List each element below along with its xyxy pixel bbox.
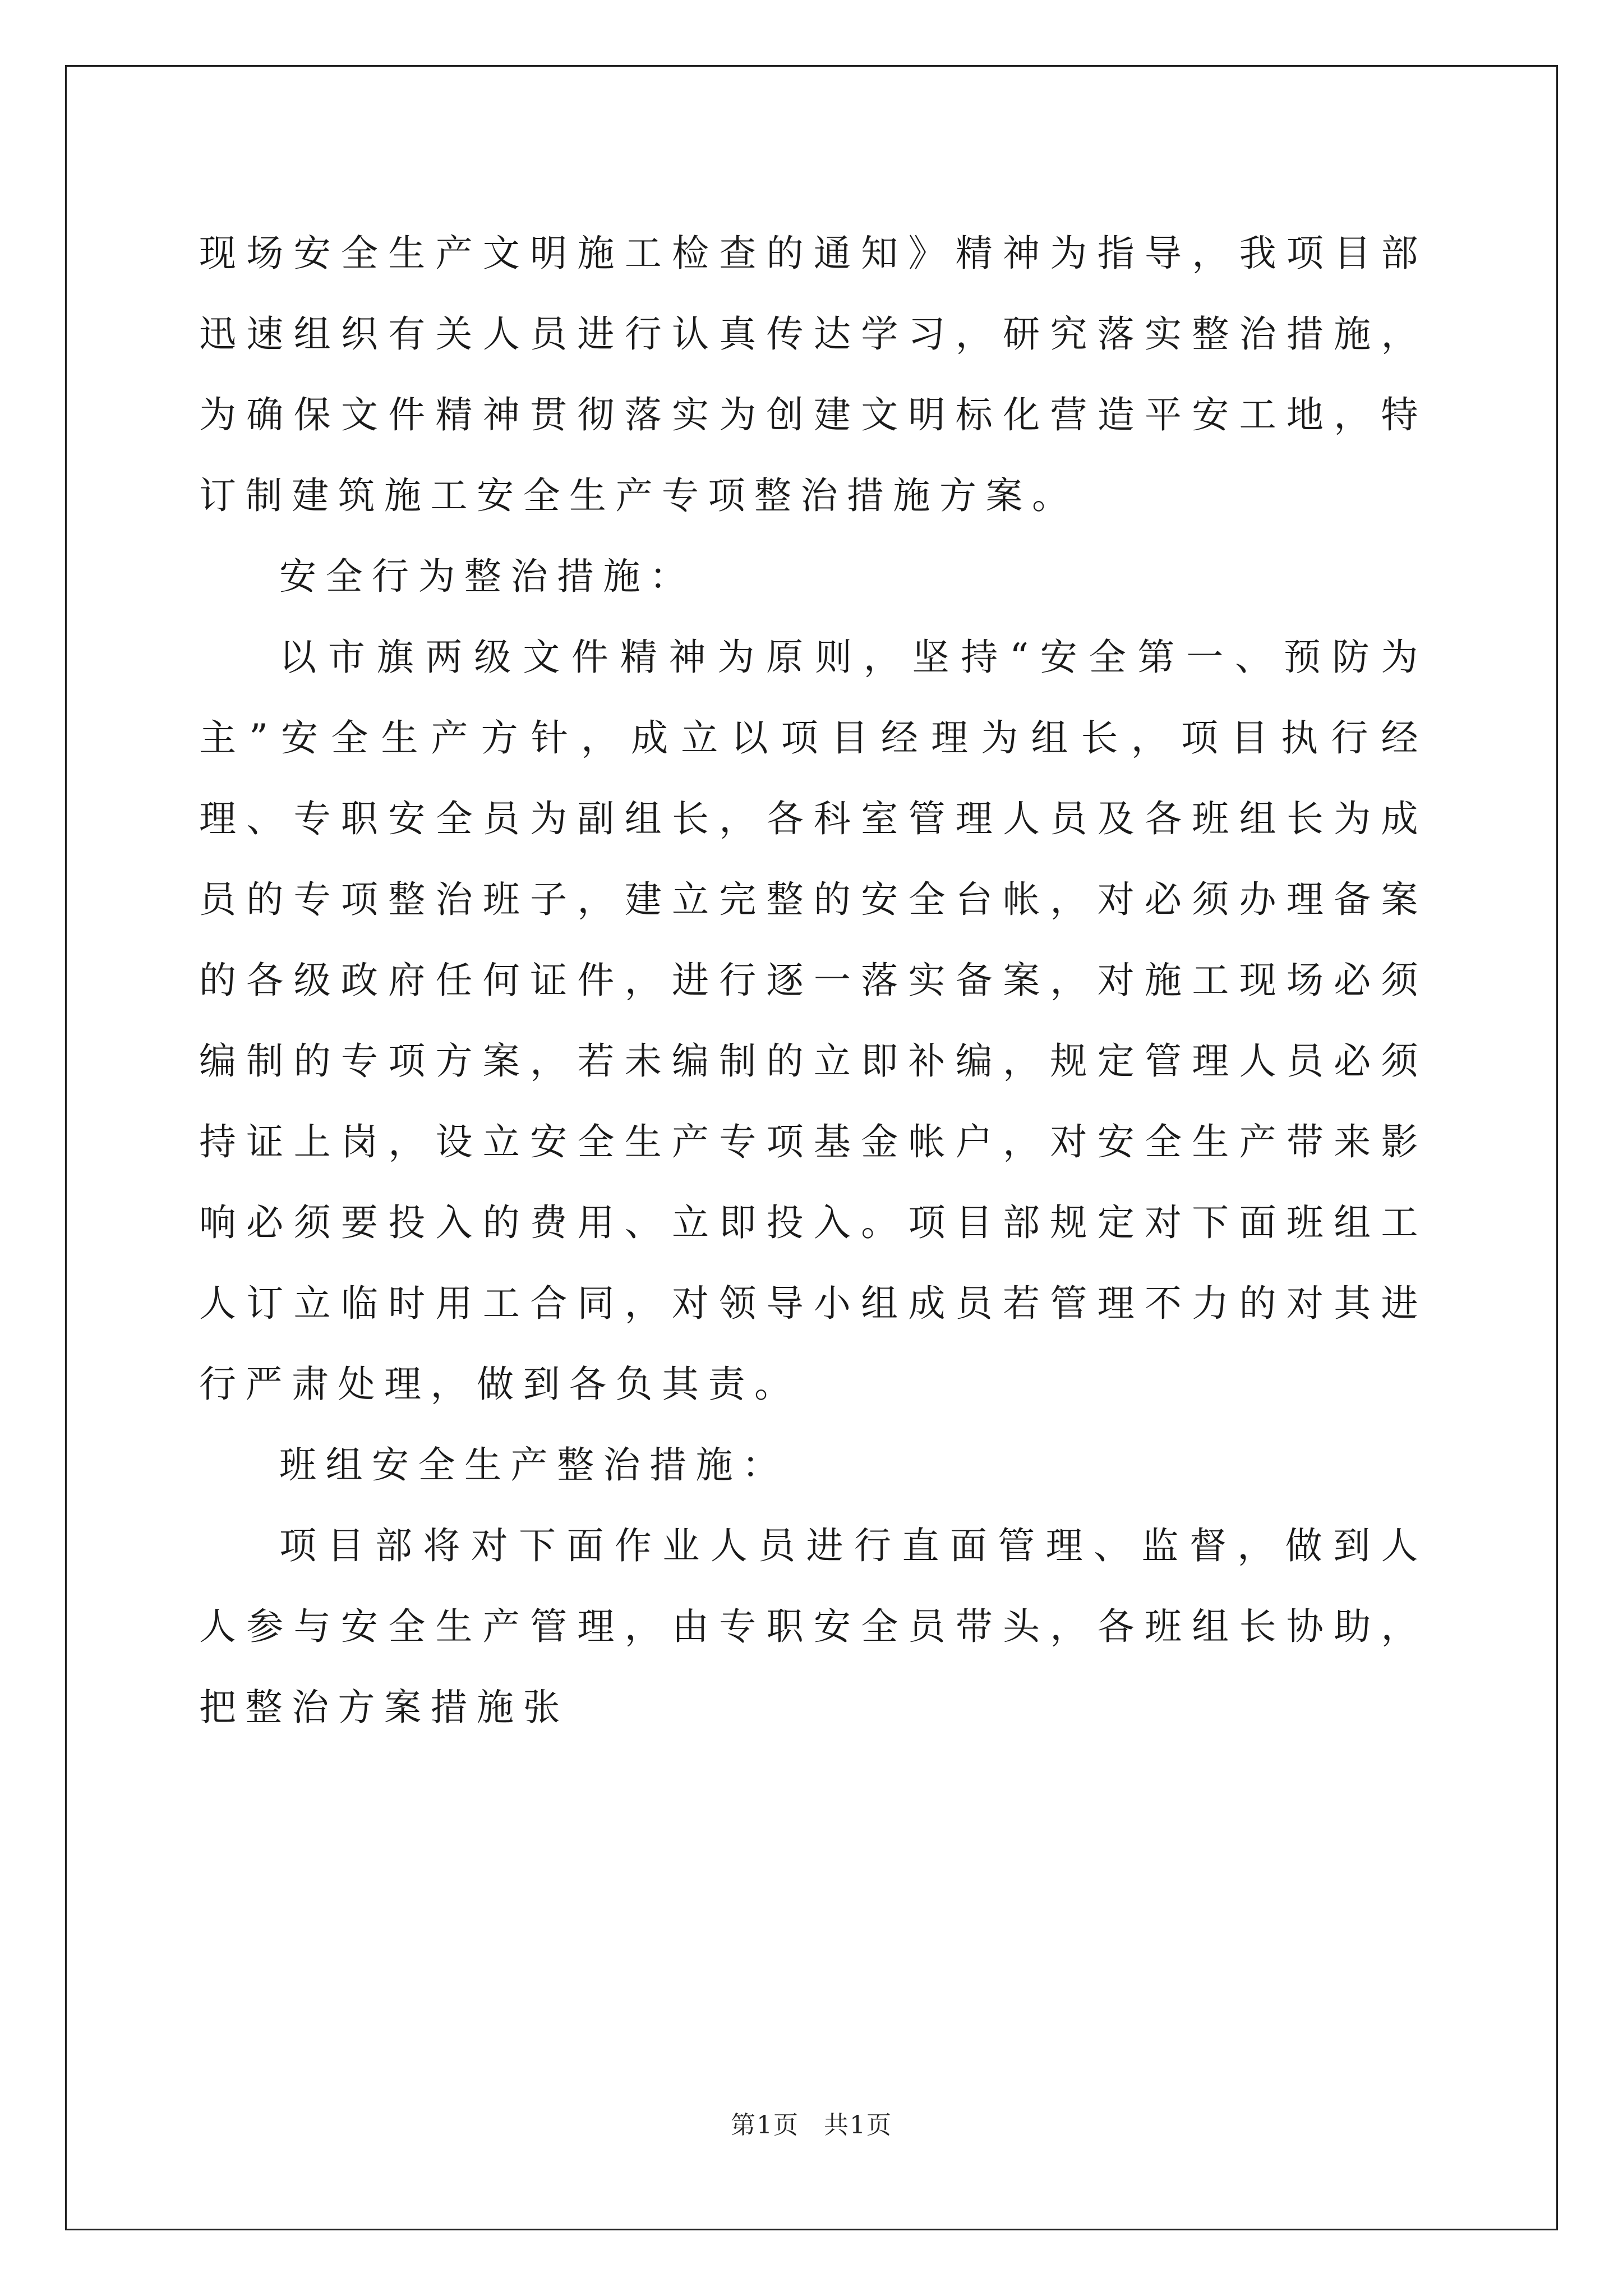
- page-total: 共1页: [824, 2111, 892, 2139]
- page-number: 第1页: [731, 2111, 799, 2139]
- section-heading-safety-behavior: 安全行为整治措施：: [279, 555, 696, 598]
- section-heading-team-safety: 班组安全生产整治措施：: [279, 1443, 789, 1487]
- document-body: [199, 213, 1427, 1748]
- paragraph: 现场安全生产文明施工检查的通知》精神为指导，我项目部迅速组织有关人员进行认真传达学习，研究落实整治措施，为确保文件精神贯彻落实为创建文明标化营造平安工地，特订制建筑施工安全生产专项整治措施方案。: [199, 232, 1427, 517]
- page-footer: [0, 2105, 1623, 2141]
- paragraph: 以市旗两级文件精神为原则，坚持“安全第一、预防为主”安全生产方针，成立以项目经理为组长，项目执行经理、专职安全员为副组长，各科室管理人员及各班组长为成员的专项整治班子，建立完整的安全台帐，对必须办理备案的各级政府任何证件，进行逐一落实备案，对施工现场必须编制的专项方案，若未编制的立即补编，规定管理人员必须持证上岗，设立安全生产专项基金帐户，对安全生产带来影响必须要投入的费用、立即投入。项目部规定对下面班组工人订立临时用工合同，对领导小组成员若管理不力的对其进行严肃处理，做到各负其责。: [199, 636, 1427, 1406]
- paragraph: 项目部将对下面作业人员进行直面管理、监督，做到人人参与安全生产管理，由专职安全员带头，各班组长协助，把整治方案措施张: [199, 1524, 1427, 1729]
